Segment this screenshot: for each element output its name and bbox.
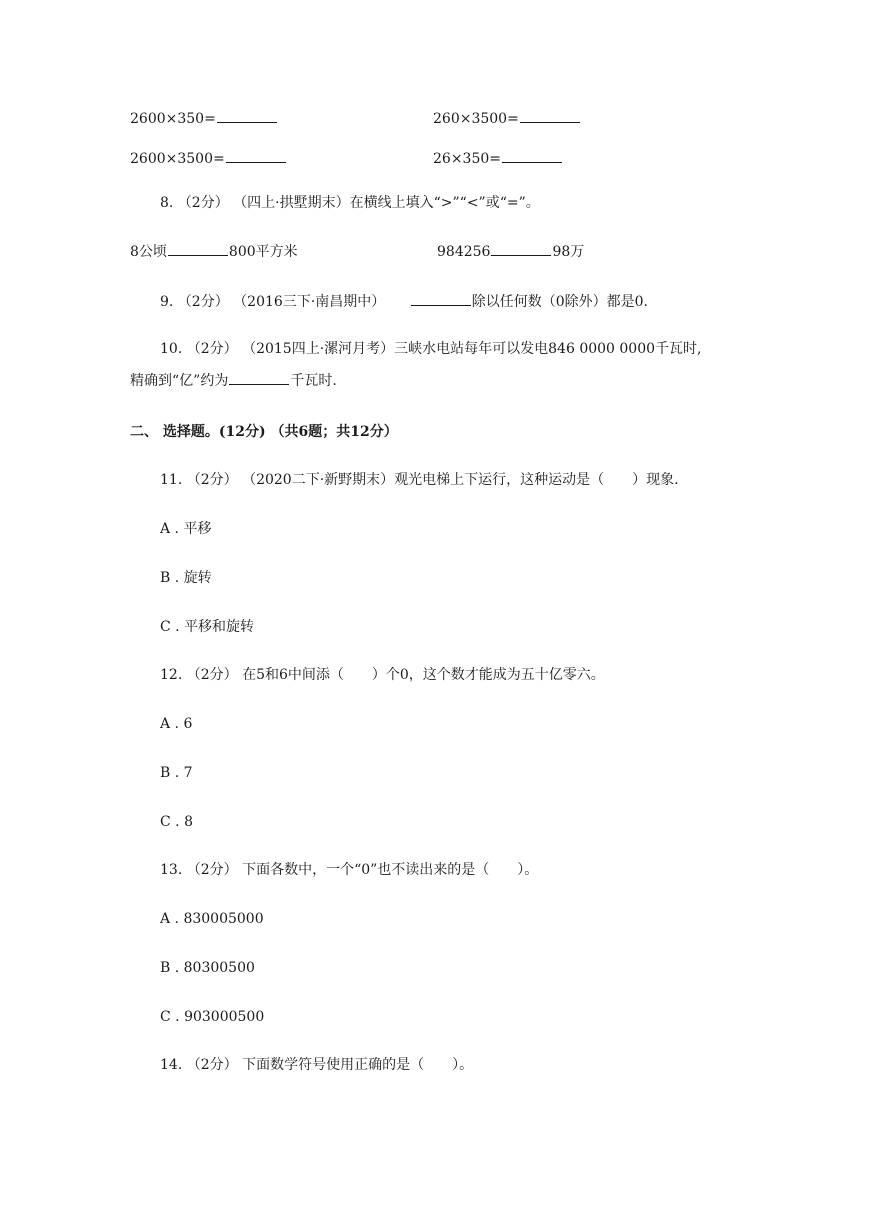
q11-option-c[interactable]: C . 平移和旋转 (160, 619, 255, 635)
question-10-line2 (130, 370, 337, 391)
q12-option-c[interactable]: C . 8 (160, 814, 193, 830)
q10-tail: 千瓦时. (290, 373, 337, 389)
answer-blank[interactable] (491, 241, 551, 256)
question-12: 12. （2分） 在5和6中间添（ ）个0，这个数才能成为五十亿零六。 (160, 667, 605, 683)
q10-lead: 精确到“亿”约为 (130, 373, 229, 389)
q8-item-b (437, 241, 584, 262)
answer-blank[interactable] (226, 148, 286, 163)
answer-blank[interactable] (502, 148, 562, 163)
calc-r1c2 (433, 108, 581, 129)
q8-item-a (130, 241, 298, 262)
q9-tail: 除以任何数（0除外）都是0. (471, 294, 648, 310)
q13-option-c[interactable]: C . 903000500 (160, 1009, 265, 1025)
section-heading: 二、 选择题。(12分) （共6题；共12分） (130, 424, 398, 440)
question-8: 8. （2分） （四上·拱墅期末）在横线上填入“>”“<”或“=”。 (160, 195, 540, 211)
question-14: 14. （2分） 下面数学符号使用正确的是（ ）。 (160, 1057, 474, 1073)
q9-lead: 9. （2分） （2016三下·南昌期中） (160, 294, 386, 310)
calc-expression: 26×350= (433, 151, 501, 167)
question-13: 13. （2分） 下面各数中，一个“0”也不读出来的是（ ）。 (160, 862, 539, 878)
calc-expression: 260×3500= (433, 111, 519, 127)
q8-b-right: 98万 (552, 244, 585, 260)
answer-blank[interactable] (411, 291, 471, 306)
answer-blank[interactable] (217, 108, 277, 123)
calc-r1c1 (130, 108, 278, 129)
calc-r2c1 (130, 148, 287, 169)
q13-option-b[interactable]: B . 80300500 (160, 960, 255, 976)
answer-blank[interactable] (229, 370, 289, 385)
q8-a-right: 800平方米 (228, 244, 298, 260)
q12-option-a[interactable]: A . 6 (160, 716, 193, 732)
q11-option-a[interactable]: A . 平移 (160, 521, 212, 537)
question-10-line1: 10. （2分） （2015四上·漯河月考）三峡水电站每年可以发电846 0000 0000千瓦时, (160, 341, 702, 357)
answer-blank[interactable] (168, 241, 228, 256)
calc-expression: 2600×350= (130, 111, 216, 127)
q12-option-b[interactable]: B . 7 (160, 765, 193, 781)
q8-a-left: 8公顷 (130, 244, 167, 260)
q8-b-left: 984256 (437, 244, 491, 260)
question-9 (160, 291, 648, 312)
q11-option-b[interactable]: B . 旋转 (160, 570, 212, 586)
q13-option-a[interactable]: A . 830005000 (160, 911, 264, 927)
calc-expression: 2600×3500= (130, 151, 225, 167)
calc-r2c2 (433, 148, 563, 169)
answer-blank[interactable] (520, 108, 580, 123)
question-11: 11. （2分） （2020二下·新野期末）观光电梯上下运行，这种运动是（ ）现象. (160, 472, 679, 488)
